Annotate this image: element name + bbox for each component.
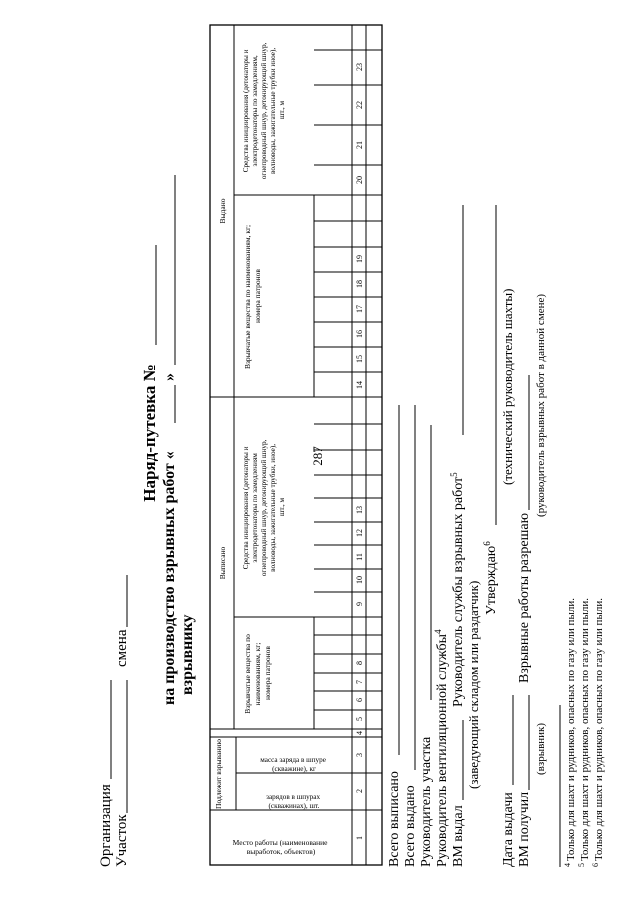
col-given-header: Выдано <box>218 198 227 224</box>
col-number: 4 <box>355 731 364 735</box>
approve-label: Утверждаю$^6$ <box>482 541 499 615</box>
vm-issued-label: ВМ выдал <box>451 805 466 867</box>
form-subtitle: на производство взрывных работ « <box>161 451 178 705</box>
blaster-role-caption: (взрывник) <box>535 722 547 775</box>
col-workplace-header <box>233 838 330 856</box>
col-number: 5 <box>355 717 364 721</box>
col-number: 10 <box>355 576 364 584</box>
col-number: 3 <box>355 753 364 757</box>
col-number: 14 <box>355 381 364 389</box>
vm-received-label: ВМ получил <box>517 791 532 867</box>
head-blasting-label: Руководитель службы взрывных работ$^5$ <box>449 472 466 707</box>
svg-text:зарядов в шпурах (ск: зарядов в шпурах (скважинах), шт. <box>266 793 321 810</box>
col-number: 9 <box>355 602 364 606</box>
col-number: 8 <box>355 661 364 665</box>
footnotes <box>563 598 605 867</box>
total-given-label: Всего выдано <box>403 785 418 867</box>
col-subject-header: Подлежит взрыванию <box>214 739 223 809</box>
page-number: 287 <box>310 446 325 466</box>
col-number: 1 <box>355 836 364 840</box>
col-issued-header: Выписано <box>218 546 227 580</box>
shift-head-caption: (руководитель взрывных работ в данной смене) <box>535 293 547 517</box>
col-number: 7 <box>355 680 364 684</box>
col-number: 23 <box>355 63 364 71</box>
svg-text:Средства инициирования (детона: Средства инициирования (детонаторы и электродетонаторы по замедлениям огнепроводный шнур, детонирующий шнур, волноводы, зажигательные трубки, иное), шт., м <box>242 439 286 577</box>
issue-date-label: Дата выдачи <box>501 792 516 867</box>
svg-text:масса заряда в шпуре: масса заряда в шпуре (скважине), кг <box>260 756 326 773</box>
total-issued-label: Всего выписано <box>387 771 402 867</box>
footnote: $^6$Только для шахт и рудников, опасных по газу или пыли. <box>591 598 605 867</box>
col-number: 19 <box>355 255 364 263</box>
col-number: 20 <box>355 176 364 184</box>
head-section-label: Руководитель участка <box>419 736 434 867</box>
col-number: 13 <box>355 506 364 514</box>
section-label: Участок <box>114 814 130 867</box>
col-number: 15 <box>355 355 364 363</box>
col-number: 11 <box>355 553 364 561</box>
subtitle-quote-close: » <box>161 373 178 381</box>
footnote: $^5$Только для шахт и рудников, опасных по газу или пыли. <box>577 598 591 867</box>
col-number: 6 <box>355 698 364 702</box>
svg-text:Взрывчатые вещества по: Взрывчатые вещества по наименованиям, кг; номера патронов <box>243 634 272 714</box>
svg-text:Место работы (наименование: Место работы (наименование выработок, объектов) <box>232 838 328 856</box>
col-number: 22 <box>355 101 364 109</box>
col-charges-header <box>266 793 322 810</box>
head-ventilation-label: Руководитель вентиляционной службы$^4$ <box>433 629 450 867</box>
svg-text:Средства инициирования (детона: Средства инициирования (детонаторы и электродетонаторы по замедлениям, огнепроводный шнур, детонирующий шнур, волноводы, зажигательные трубки иное), шт., м <box>242 42 286 180</box>
footnote: $^4$Только для шахт и рудников, опасных по газу или пыли. <box>563 598 577 867</box>
organization-label: Организация <box>98 784 114 867</box>
col-number: 16 <box>355 330 364 338</box>
col-number: 18 <box>355 280 364 288</box>
storekeeper-caption: (заведующий складом или раздатчик) <box>466 580 481 789</box>
tech-head-caption: (технический руководитель шахты) <box>500 288 515 485</box>
col-number: 17 <box>355 305 364 313</box>
col-number: 2 <box>355 789 364 793</box>
col-number: 12 <box>355 529 364 537</box>
col-number: 21 <box>355 141 364 149</box>
permit-label: Взрывные работы разрешаю <box>517 512 532 683</box>
shift-label: смена <box>114 629 130 667</box>
svg-text:Взрывчатые вещества по наимено: Взрывчатые вещества по наименованиям, кг; номера патронов <box>243 224 262 370</box>
blaster-label: взрывнику <box>179 614 196 695</box>
form-title: Наряд-путевка № <box>140 364 159 502</box>
